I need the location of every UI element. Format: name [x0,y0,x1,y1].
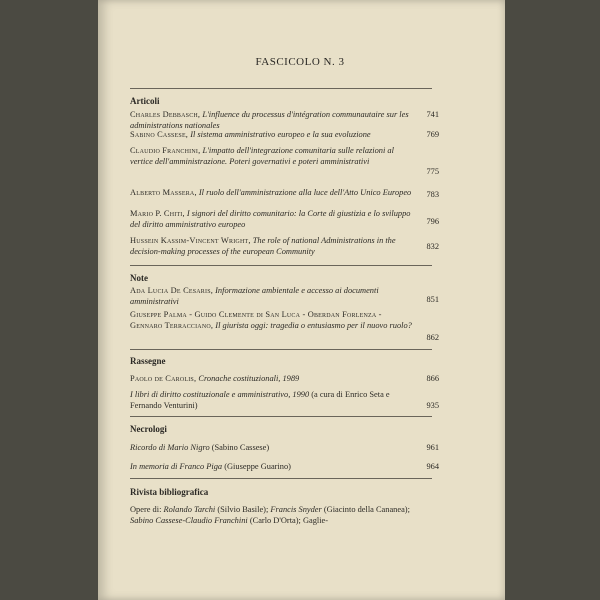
entry-title: Cronache costituzionali, 1989 [198,374,300,383]
entry-author: Paolo de Carolis, [130,374,197,383]
entry-page-number: 866 [426,374,439,383]
divider [130,349,432,350]
entry-title: In memoria di Franco Piga [130,462,223,471]
entry-title: Francis Snyder [270,505,322,514]
entry-page-number: 783 [426,190,439,199]
entry-author: Sabino Cassese, [130,130,189,139]
entry-author: Mario P. Chiti, [130,209,185,218]
entry-reviewer: (Carlo D'Orta); Gaglie- [249,515,329,525]
toc-entry-nigro [130,443,416,454]
entry-author: (Sabino Cassese) [211,443,270,452]
entry-title: I libri di diritto costituzionale e amministrativo, 1990 [130,390,310,399]
entry-page-number: 862 [426,333,439,342]
entry-author: Giuseppe Palma - Guido Clemente di San Luca - Oberdan Forlenza - Gennaro Terracciano, [130,310,382,330]
entry-reviewer: (Giacinto della Cananea); [323,505,410,514]
entry-page-number: 769 [426,130,439,139]
entry-prefix: Opere di: [130,505,162,514]
toc-entry-wright [130,236,416,257]
toc-entry-rivista [130,505,416,526]
entry-title: Il giurista oggi: tragedia o entusiasmo per il nuovo ruolo? [215,320,412,330]
toc-entry-libri [130,390,416,411]
entry-page-number: 796 [426,217,439,226]
entry-title: Sabino Cassese-Claudio Franchini [130,515,248,525]
entry-title: Rolando Tarchi [163,505,216,514]
divider [130,88,432,89]
entry-author: Ada Lucia De Cesaris, [130,286,214,295]
toc-entry-palma [130,310,416,331]
section-note: Note [130,273,148,283]
entry-title: L'impatto dell'integrazione comunitaria sulle relazioni al vertice dell'amministrazione. Poteri governativi e poteri amministrativi [130,146,394,166]
entry-author: Hussein Kassim-Vincent Wright, [130,236,251,245]
fascicolo-title: FASCICOLO N. 3 [255,56,345,68]
entry-title: The role of national Administrations in the decision-making processes of the european Community [130,236,396,256]
divider [130,265,432,266]
toc-entry-cassese [130,130,416,141]
entry-page-number: 741 [426,110,439,119]
entry-author: Alberto Massera, [130,188,197,197]
entry-author: (Giuseppe Guarino) [224,462,291,471]
toc-entry-de-cesaris [130,286,416,307]
section-rassegne: Rassegne [130,356,166,366]
entry-title: L'influence du processus d'intégration communautaire sur les administrations nationales [130,110,409,130]
toc-entry-piga [130,462,416,473]
section-necrologi: Necrologi [130,424,167,434]
divider [130,478,432,479]
entry-page-number: 851 [426,295,439,304]
entry-author: Charles Debbasch, [130,110,201,119]
toc-entry-franchini [130,146,416,167]
toc-entry-debbasch [130,110,416,131]
entry-title: Informazione ambientale e accesso ai documenti amministrativi [130,286,379,306]
entry-reviewer: (Silvio Basile); [217,505,269,514]
entry-page-number: 775 [426,167,439,176]
entry-title: Il ruolo dell'amministrazione alla luce dell'Atto Unico Europeo [198,188,412,197]
entry-page-number: 961 [426,443,439,452]
entry-page-number: 964 [426,462,439,471]
entry-curator: (a cura di Enrico Seta e Fernando Venturini) [130,390,390,410]
entry-author: Claudio Franchini, [130,146,201,155]
entry-title: Il sistema amministrativo europeo e la sua evoluzione [190,130,371,139]
entry-title: I signori del diritto comunitario: la Corte di giustizia e lo sviluppo del diritto amministrativo europeo [130,209,411,229]
entry-title: Ricordo di Mario Nigro [130,443,210,452]
entry-page-number: 935 [426,401,439,410]
entry-page-number: 832 [426,242,439,251]
divider [130,416,432,417]
toc-entry-de-carolis [130,374,416,385]
section-rivista-bibliografica: Rivista bibliografica [130,487,209,497]
section-articoli: Articoli [130,96,160,106]
toc-entry-chiti [130,209,416,230]
toc-entry-massera [130,188,416,199]
